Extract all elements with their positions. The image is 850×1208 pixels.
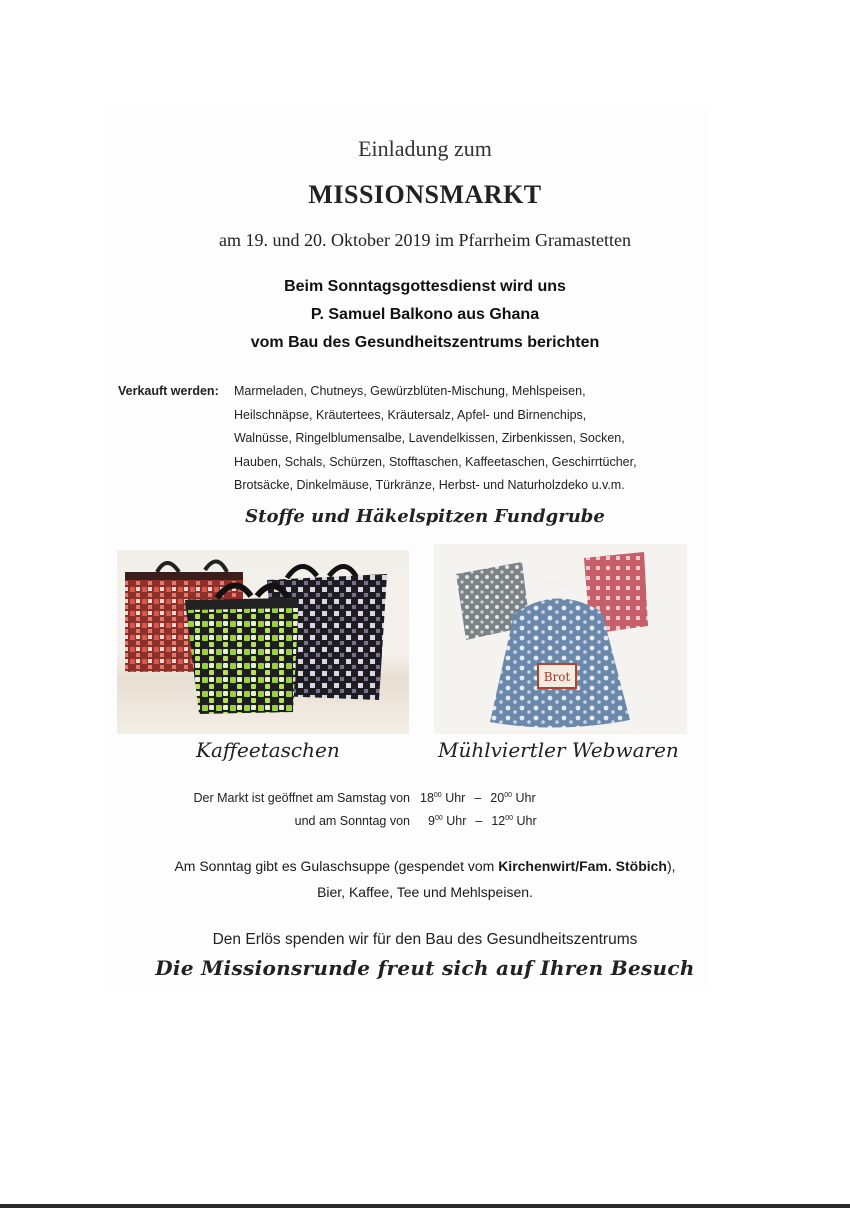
hours-dash: – [475,814,483,828]
sunday-notice-line-1: Beim Sonntagsgottesdienst wird uns [284,278,566,295]
items-for-sale-label: Verkauft werden: [118,384,219,398]
caption-coffee-bags: Kaffeetaschen [196,738,340,762]
coffee-bags-illustration [117,550,409,734]
bread-label-text: Brot [543,670,571,684]
sunday-hours-label: und am Sonntag von [294,814,410,828]
saturday-open: 18 [420,791,434,805]
page-bottom-border [0,1204,850,1208]
coffee-bags-photo [117,550,409,734]
saturday-hours-label: Der Markt ist geöffnet am Samstag von [193,791,410,805]
soup-donor: Kirchenwirt/Fam. Stöbich [498,858,667,874]
caption-woven-goods: Mühlviertler Webwaren [438,738,679,762]
soup-text-end: ), [667,858,676,874]
soup-line-2: Bier, Kaffee, Tee und Mehlspeisen. [317,884,533,900]
items-line: Marmeladen, Chutneys, Gewürzblüten-Mischung, Mehlspeisen, [234,384,586,398]
items-line: Brotsäcke, Dinkelmäuse, Türkränze, Herbst- und Naturholzdeko u.v.m. [234,478,625,492]
hours-unit: Uhr [446,814,467,828]
items-for-sale-list [234,380,714,498]
minutes-superscript: 00 [433,792,442,799]
sunday-notice-line-2: P. Samuel Balkono aus Ghana [310,306,540,323]
saturday-close: 20 [490,791,505,805]
woven-goods-illustration [434,544,687,734]
soup-text: Am Sonntag gibt es Gulaschsuppe (gespendet vom [174,858,499,874]
minutes-superscript: 00 [505,815,514,822]
items-line: Heilschnäpse, Kräutertees, Kräutersalz, Apfel- und Birnenchips, [234,407,587,422]
minutes-superscript: 00 [504,792,512,799]
sunday-notice-line-3: vom Bau des Gesundheitszentrums berichten [250,334,600,351]
saturday-hours-time [420,791,536,805]
hours-unit: Uhr [516,814,537,828]
hours-unit: Uhr [445,791,466,805]
sunday-hours-time [428,814,537,828]
donation-text: Den Erlös spenden wir für den Bau des Gesundheitszentrums [212,931,638,948]
items-line: Hauben, Schals, Schürzen, Stofftaschen, Kaffeetaschen, Geschirrtücher, [234,454,637,469]
hours-unit: Uhr [515,791,536,805]
sunday-close: 12 [491,814,506,828]
event-date-line: am 19. und 20. Oktober 2019 im Pfarrheim Gramastetten [219,230,631,250]
hours-dash: – [474,791,482,805]
sunday-open: 9 [428,814,435,828]
closing-text: Die Missionsrunde freut sich auf Ihren Besuch [155,956,695,980]
invitation-heading: Einladung zum [358,136,492,161]
fundgrube-heading: Stoffe und Häkelspitzen Fundgrube [245,506,605,527]
soup-line-1 [0,858,850,874]
woven-goods-photo [434,544,687,734]
items-line: Walnüsse, Ringelblumensalbe, Lavendelkissen, Zirbenkissen, Socken, [234,431,625,445]
minutes-superscript: 00 [434,815,443,822]
event-title: MISSIONSMARKT [308,180,542,209]
